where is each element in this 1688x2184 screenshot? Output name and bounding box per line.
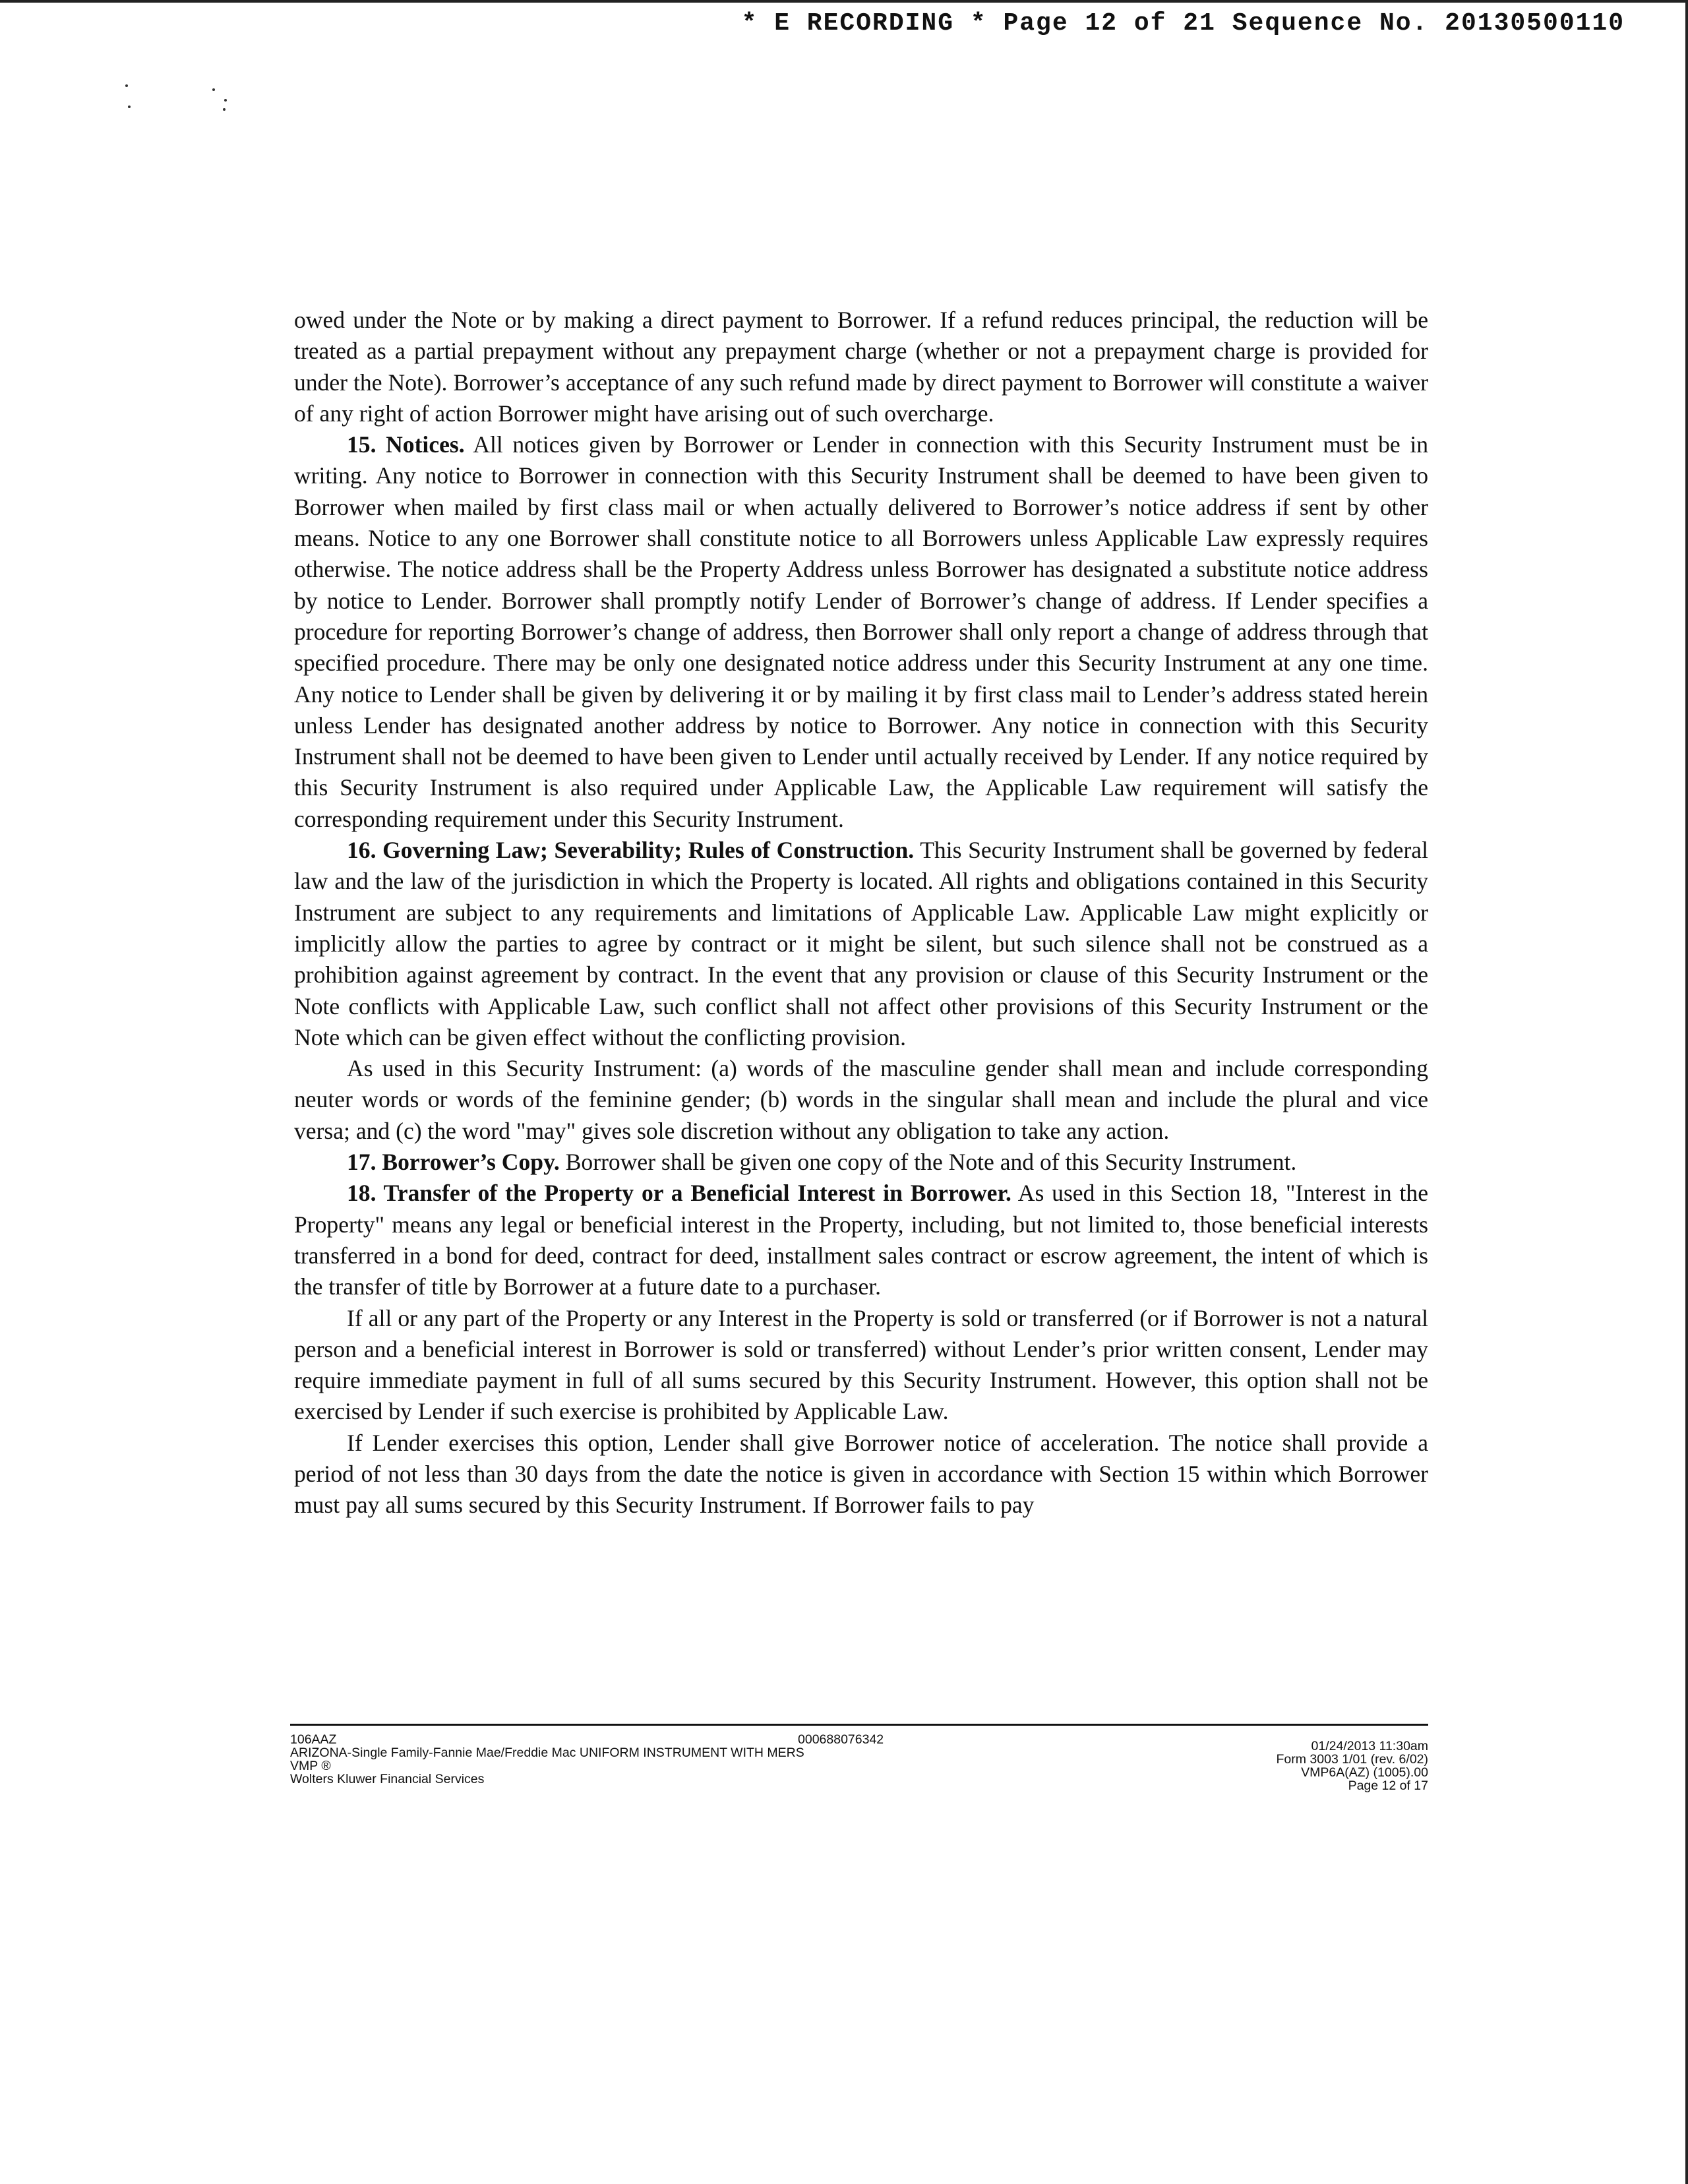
footer-vmp-code: VMP6A(AZ) (1005).00 (1301, 1765, 1428, 1780)
footer-vmp: VMP ® (290, 1759, 331, 1773)
scan-border-top (0, 0, 1688, 3)
recording-stamp: * E RECORDING * Page 12 of 21 Sequence No. 20130500110 (741, 9, 1625, 38)
footer-right (1277, 1740, 1429, 1792)
scan-border-right (1685, 0, 1688, 2184)
section-17-borrowers-copy (294, 1147, 1428, 1178)
section-18-paragraph-2: If all or any part of the Property or any Interest in the Property is sold or transferred (or if Borrower is not a natural person and a beneficial interest in Borrower is sold or transferred) without Lender’s prior written consent, Lender may require immediate payment in full of all sums secured by this Security Instrument. However, this option shall not be exercised by Lender if such exercise is prohibited by Applicable Law. (294, 1304, 1428, 1425)
document-body (294, 305, 1428, 1521)
section-16-heading: 16. Governing Law; Severability; Rules of Construction. (347, 837, 915, 864)
scan-speck (223, 108, 226, 111)
scan-speck (128, 106, 131, 108)
section-15-notices (294, 429, 1428, 835)
scan-speck (212, 88, 215, 91)
section-18-text: As used in this Section 18, "Interest in the Property" means any legal or beneficial interest in the Property, including, but not limited to, those beneficial interests transferred in a bond for deed, contract for deed, installment sales contract or escrow agreement, the intent of which is the transfer of title by Borrower at a future date to a purchaser. (294, 1180, 1429, 1300)
section-17-text: Borrower shall be given one copy of the Note and of this Security Instrument. (565, 1149, 1297, 1176)
section-18-heading: 18. Transfer of the Property or a Beneficial Interest in Borrower. (347, 1180, 1011, 1207)
footer-page-number: Page 12 of 17 (1348, 1778, 1428, 1793)
scan-speck (224, 99, 227, 102)
section-15-text: All notices given by Borrower or Lender in connection with this Security Instrument must be in writing. Any notice to Borrower in connection with this Security Instrument shall be deemed to have been given to Borrower when mailed by first class mail or when actually delivered to Borrower’s notice address if sent by other means. Notice to any one Borrower shall constitute notice to all Borrowers unless Applicable Law expressly requires otherwise. The notice address shall be the Property Address unless Borrower has designated a substitute notice address by notice to Lender. Borrower shall promptly notify Lender of Borrower’s change of address. If Lender specifies a procedure for reporting Borrower’s change of address, then Borrower shall only report a change of address through that specified procedure. There may be only one designated notice address under this Security Instrument at any one time. Any notice to Lender shall be given by delivering it or by mailing it by first class mail to Lender’s address stated herein unless Lender has designated another address by notice to Borrower. Any notice in connection with this Security Instrument shall not be deemed to have been given to Lender until actually received by Lender. If any notice required by this Security Instrument is also required under Applicable Law, the Applicable Law requirement will satisfy the corresponding requirement under this Security Instrument. (294, 431, 1428, 832)
section-17-heading: 17. Borrower’s Copy. (347, 1149, 560, 1176)
section-16-governing-law (294, 835, 1428, 1053)
section-15-heading: 15. Notices. (347, 431, 465, 458)
footer-publisher: Wolters Kluwer Financial Services (290, 1772, 485, 1786)
paragraph-continuation: owed under the Note or by making a direct payment to Borrower. If a refund reduces principal, the reduction will be treated as a partial prepayment without any prepayment charge (whether or not a prepayment charge is provided for under the Note). Borrower’s acceptance of any such refund made by direct payment to Borrower will constitute a waiver of any right of action Borrower might have arising out of such overcharge. (294, 307, 1428, 427)
section-18-paragraph-3: If Lender exercises this option, Lender shall give Borrower notice of acceleration. The notice shall provide a period of not less than 30 days from the date the notice is given in accordance with Section 15 within which Borrower must pay all sums secured by this Security Instrument. If Borrower fails to pay (294, 1429, 1428, 1519)
section-18-transfer (294, 1178, 1428, 1302)
section-16-paragraph-2: As used in this Security Instrument: (a) words of the masculine gender shall mean and include corresponding neuter words or words of the feminine gender; (b) words in the singular shall mean and include the plural and vice versa; and (c) the word "may" gives sole discretion without any obligation to take any action. (294, 1055, 1428, 1144)
footer-form-number: Form 3003 1/01 (rev. 6/02) (1276, 1752, 1428, 1767)
scan-speck (125, 84, 128, 87)
footer-code: 106AAZ (290, 1732, 337, 1747)
footer-rule (290, 1724, 1428, 1726)
footer-left (290, 1733, 804, 1786)
footer-loan-number: 000688076342 (798, 1732, 884, 1747)
section-16-text: This Security Instrument shall be governed by federal law and the law of the jurisdiction in which the Property is located. All rights and obligations contained in this Security Instrument are subject to any requirements and limitations of Applicable Law. Applicable Law might explicitly or implicitly allow the parties to agree by contract or it might be silent, but such silence shall not be construed as a prohibition against agreement by contract. In the event that any provision or clause of this Security Instrument or the Note conflicts with Applicable Law, such conflict shall not affect other provisions of this Security Instrument or the Note which can be given effect without the conflicting provision. (294, 837, 1428, 1050)
footer-form-title: ARIZONA-Single Family-Fannie Mae/Freddie Mac UNIFORM INSTRUMENT WITH MERS (290, 1745, 804, 1760)
footer-datetime: 01/24/2013 11:30am (1311, 1739, 1428, 1753)
